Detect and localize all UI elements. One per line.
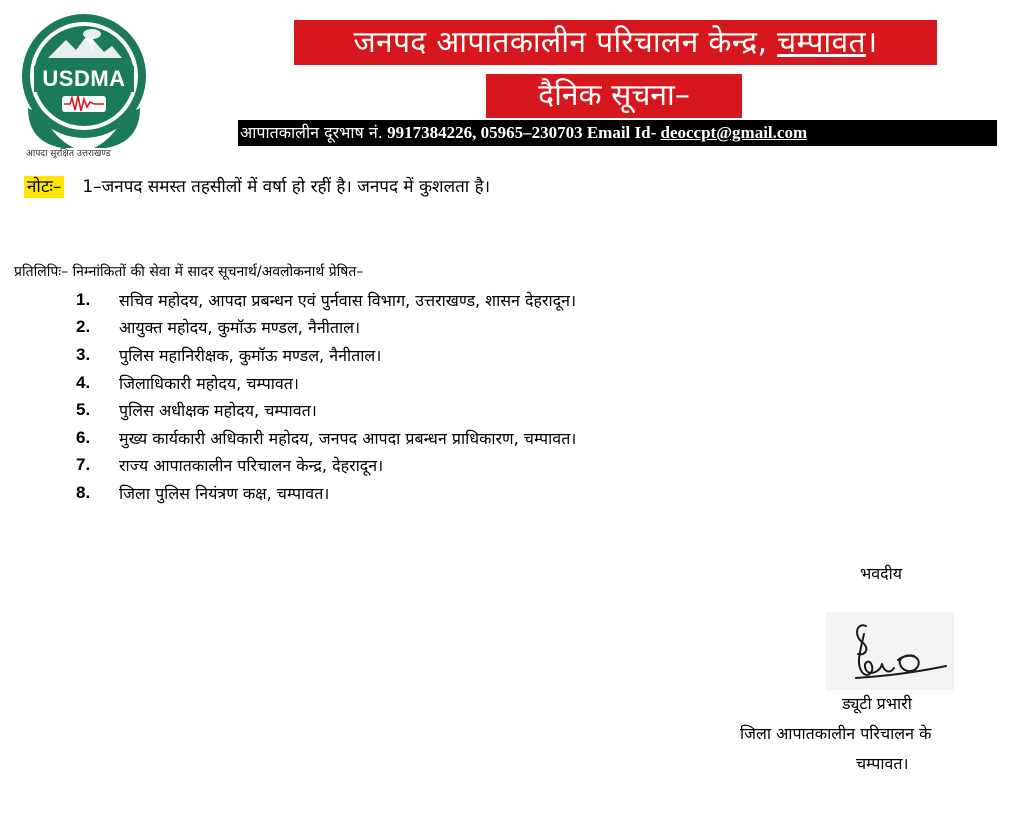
list-number: 1. — [76, 289, 91, 309]
title-place: चम्पावत — [777, 25, 866, 60]
list-number: 8. — [76, 482, 91, 502]
phone-label: आपातकालीन दूरभाष नं. — [240, 123, 383, 142]
title-main: जनपद आपातकालीन परिचालन केन्द्र, — [353, 25, 778, 60]
list-number: 2. — [76, 317, 91, 337]
phone-numbers: 9917384226, 05965–230703 Email Id- — [382, 123, 661, 142]
list-item — [76, 286, 576, 314]
handwritten-signature — [826, 612, 954, 690]
signoff-greeting: भवदीय — [860, 564, 903, 583]
list-text: मुख्य कार्यकारी अधिकारी महोदय, जनपद आपदा प्रबन्धन प्राधिकारण, चम्पावत। — [119, 428, 577, 448]
list-text: आयुक्त महोदय, कुमॉऊ मण्डल, नैनीताल। — [119, 318, 361, 338]
list-item — [76, 314, 576, 342]
list-text: राज्य आपातकालीन परिचालन केन्द्र, देहरादून। — [119, 456, 384, 476]
copy-to-list — [76, 286, 576, 507]
list-number: 5. — [76, 400, 91, 420]
logo-caption: आपदा सुरक्षित उत्तराखण्ड — [26, 149, 111, 159]
list-number: 6. — [76, 427, 91, 447]
list-item — [76, 424, 576, 452]
logo-text: USDMA — [42, 66, 126, 91]
page-subtitle: दैनिक सूचना– — [486, 74, 742, 118]
list-item — [76, 369, 576, 397]
list-number: 7. — [76, 455, 91, 475]
contact-bar — [238, 120, 997, 146]
list-text: पुलिस महानिरीक्षक, कुमॉऊ मण्डल, नैनीताल। — [119, 345, 382, 365]
list-text: जिला पुलिस नियंत्रण कक्ष, चम्पावत। — [119, 483, 330, 503]
list-number: 3. — [76, 344, 91, 364]
email-link[interactable]: deoccpt@gmail.com — [660, 123, 808, 142]
list-text: पुलिस अधीक्षक महोदय, चम्पावत। — [119, 401, 317, 421]
title-end: । — [865, 25, 878, 60]
copy-to-heading: प्रतिलिपिः– निम्नांकितों की सेवा में सादर सूचनार्थ/अवलोकनार्थ प्रेषित– — [14, 264, 364, 280]
signoff-title: ड्यूटी प्रभारी — [842, 694, 912, 713]
note-text: 1–जनपद समस्त तहसीलों में वर्षा हो रहीं है। जनपद में कुशलता है। — [82, 177, 491, 197]
signoff-place: चम्पावत। — [856, 754, 909, 773]
signoff-office: जिला आपातकालीन परिचालन के — [740, 724, 932, 743]
list-item — [76, 341, 576, 369]
note — [24, 174, 490, 197]
list-item — [76, 479, 576, 507]
usdma-logo — [14, 12, 154, 162]
page-title — [294, 20, 937, 65]
list-item — [76, 452, 576, 480]
list-number: 4. — [76, 372, 91, 392]
list-text: जिलाधिकारी महोदय, चम्पावत। — [119, 373, 299, 393]
list-item — [76, 396, 576, 424]
note-label: नोटः– — [24, 176, 64, 198]
list-text: सचिव महोदय, आपदा प्रबन्धन एवं पुर्नवास विभाग, उत्तराखण्ड, शासन देहरादून। — [119, 290, 577, 310]
